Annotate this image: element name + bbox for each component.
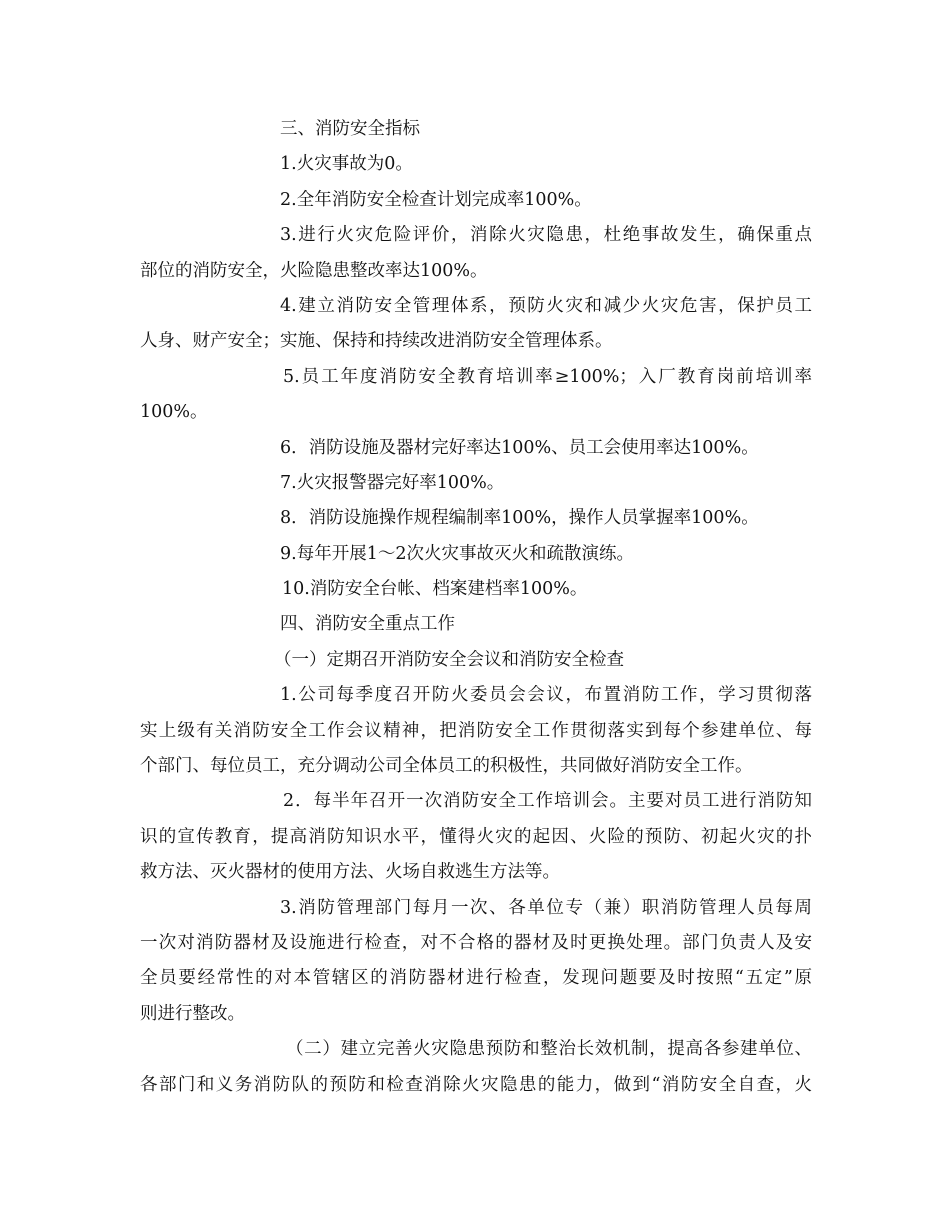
- text-line: 3.进行火灾危险评价，消除火灾隐患，杜绝事故发生，确保重点: [280, 225, 812, 246]
- text-line: 1.公司每季度召开防火委员会会议，布置消防工作，学习贯彻落: [280, 685, 812, 706]
- text-line: （一）定期召开消防安全会议和消防安全检查: [274, 649, 624, 670]
- text-line: 一次对消防器材及设施进行检查，对不合格的器材及时更换处理。部门负责人及安: [140, 932, 812, 953]
- text-line: 个部门、每位员工，充分调动公司全体员工的积极性，共同做好消防安全工作。: [140, 756, 753, 777]
- text-line: 8．消防设施操作规程编制率100%，操作人员掌握率100%。: [280, 508, 759, 529]
- text-line: 2.全年消防安全检查计划完成率100%。: [280, 189, 592, 210]
- text-line: 救方法、灭火器材的使用方法、火场自救逃生方法等。: [140, 862, 560, 883]
- text-line: 5.员工年度消防安全教育培训率≥100%；入厂教育岗前培训率: [283, 366, 812, 387]
- text-line: 1.火灾事故为0。: [280, 154, 413, 175]
- text-line: 7.火灾报警器完好率100%。: [280, 472, 505, 493]
- text-line: 全员要经常性的对本管辖区的消防器材进行检查，发现问题要及时按照“五定”原: [140, 968, 812, 989]
- text-line: 2．每半年召开一次消防安全工作培训会。主要对员工进行消防知: [283, 791, 812, 812]
- text-line: 识的宣传教育，提高消防知识水平，懂得火灾的起因、火险的预防、初起火灾的扑: [140, 826, 812, 847]
- text-line: 9.每年开展1～2次火灾事故灭火和疏散演练。: [280, 543, 634, 564]
- text-line: 三、消防安全指标: [280, 119, 420, 139]
- text-line: 4.建立消防安全管理体系，预防火灾和减少火灾危害，保护员工: [280, 295, 812, 316]
- text-line: 则进行整改。: [140, 1003, 245, 1024]
- text-line: 6．消防设施及器材完好率达100%、员工会使用率达100%。: [280, 437, 759, 458]
- text-line: 人身、财产安全；实施、保持和持续改进消防安全管理体系。: [140, 331, 613, 352]
- text-line: 部位的消防安全，火险隐患整改率达100%。: [140, 260, 488, 281]
- text-line: 10.消防安全台帐、档案建档率100%。: [282, 579, 588, 600]
- text-line: 四、消防安全重点工作: [280, 614, 455, 635]
- text-line: （二）建立完善火灾隐患预防和整治长效机制，提高各参建单位、: [286, 1039, 812, 1060]
- text-line: 实上级有关消防安全工作会议精神，把消防安全工作贯彻落实到每个参建单位、每: [140, 720, 812, 741]
- text-line: 各部门和义务消防队的预防和检查消除火灾隐患的能力，做到“消防安全自查，火: [140, 1074, 812, 1095]
- text-line: 100%。: [140, 402, 208, 423]
- text-line: 3.消防管理部门每月一次、各单位专（兼）职消防管理人员每周: [280, 897, 812, 918]
- document-body: [140, 112, 812, 1103]
